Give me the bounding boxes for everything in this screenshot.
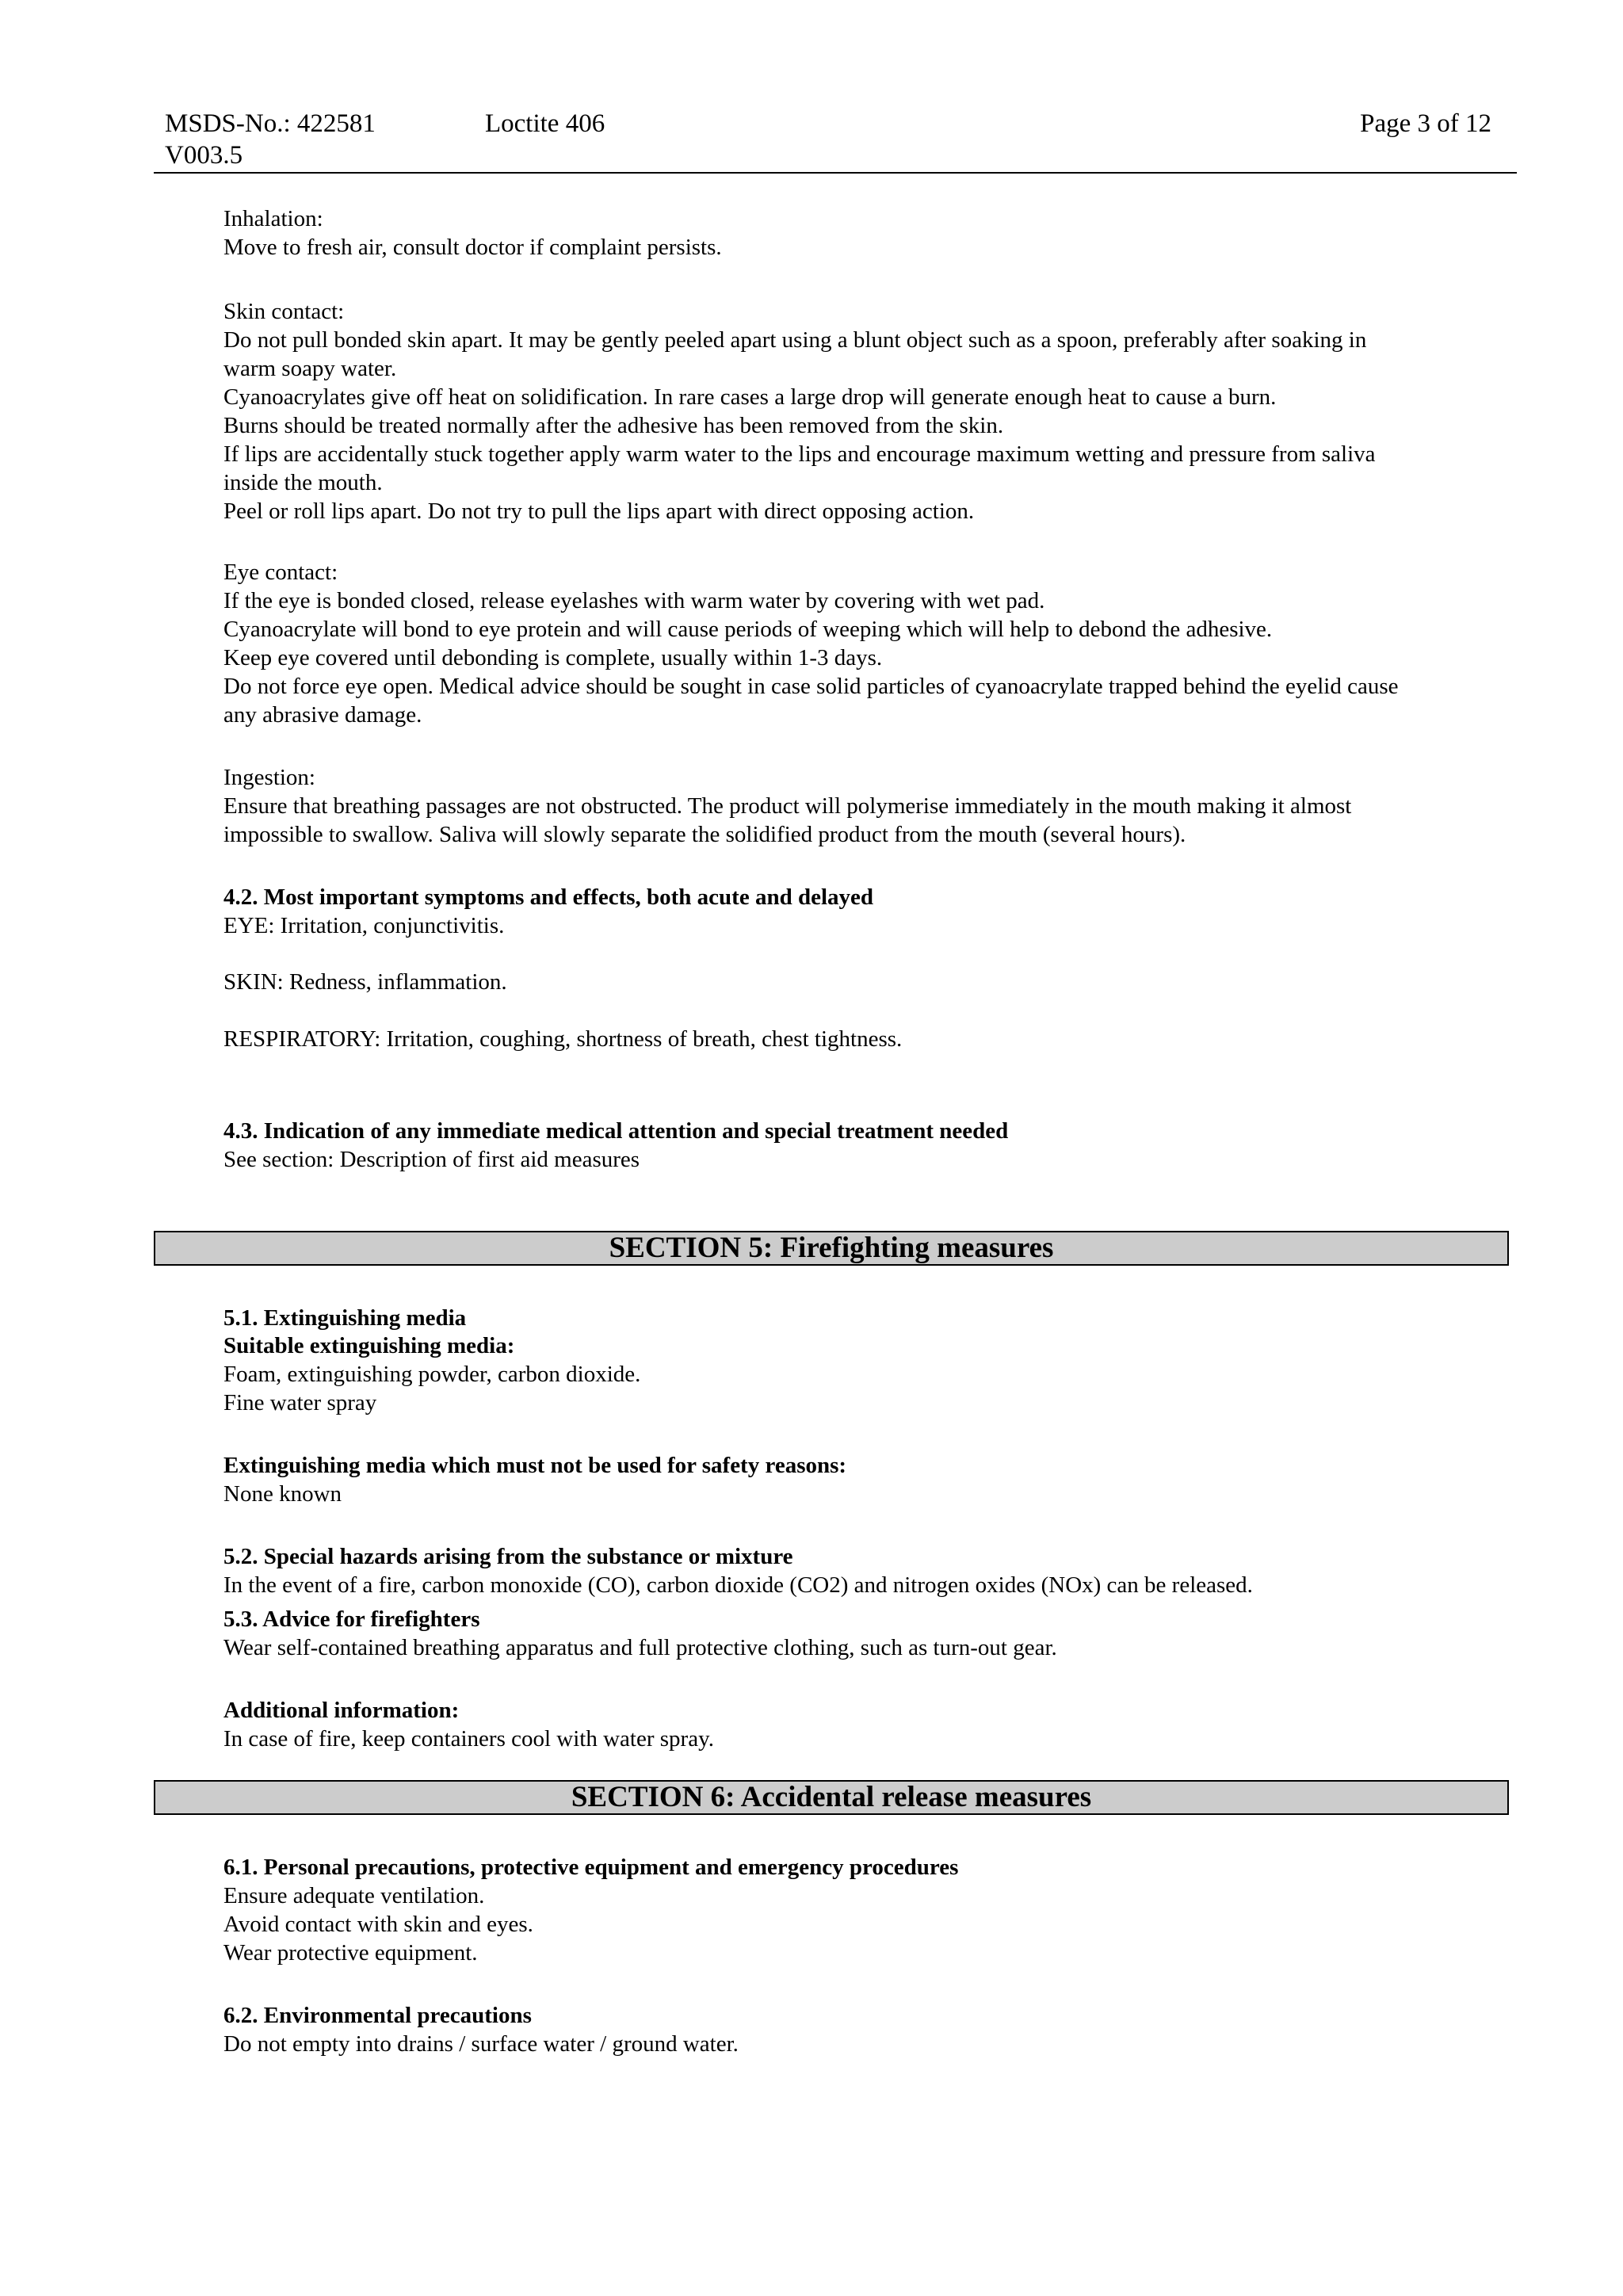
symptom-skin: SKIN: Redness, inflammation.	[223, 969, 507, 995]
additional-info-heading: Additional information:	[223, 1698, 460, 1723]
skin-contact-heading: Skin contact:	[223, 299, 345, 324]
section-6-header: SECTION 6: Accidental release measures	[154, 1780, 1509, 1815]
section-5-3-text: Wear self-contained breathing apparatus and full protective clothing, such as turn-out gear.	[223, 1635, 1057, 1660]
skin-contact-line: Cyanoacrylates give off heat on solidification. In rare cases a large drop will generate enough heat to cause a burn.	[223, 384, 1277, 410]
ingestion-heading: Ingestion:	[223, 765, 315, 790]
section-5-2-text: In the event of a fire, carbon monoxide (CO), carbon dioxide (CO2) and nitrogen oxides (NOx) can be released.	[223, 1572, 1253, 1598]
skin-contact-line: Do not pull bonded skin apart. It may be gently peeled apart using a blunt object such as a spoon, preferably after soaking in	[223, 327, 1367, 353]
ingestion-line: impossible to swallow. Saliva will slowly separate the solidified product from the mouth (several hours).	[223, 822, 1186, 847]
suitable-media-heading: Suitable extinguishing media:	[223, 1333, 515, 1358]
eye-contact-line: If the eye is bonded closed, release eyelashes with warm water by covering with wet pad.	[223, 588, 1045, 613]
header-rule	[154, 172, 1517, 174]
section-6-1-line: Ensure adequate ventilation.	[223, 1883, 485, 1908]
section-4-2-heading: 4.2. Most important symptoms and effects, both acute and delayed	[223, 884, 874, 910]
unsuitable-media-text: None known	[223, 1481, 342, 1507]
symptom-eye: EYE: Irritation, conjunctivitis.	[223, 913, 505, 938]
section-5-header: SECTION 5: Firefighting measures	[154, 1231, 1509, 1266]
eye-contact-line: Do not force eye open. Medical advice should be sought in case solid particles of cyanoacrylate trapped behind the eyelid cause	[223, 674, 1399, 699]
suitable-media-line: Fine water spray	[223, 1390, 377, 1415]
section-6-1-heading: 6.1. Personal precautions, protective equipment and emergency procedures	[223, 1855, 959, 1880]
section-5-2-heading: 5.2. Special hazards arising from the substance or mixture	[223, 1544, 793, 1569]
section-4-3-text: See section: Description of first aid measures	[223, 1147, 640, 1172]
product-name: Loctite 406	[485, 109, 605, 138]
skin-contact-line: Peel or roll lips apart. Do not try to pull the lips apart with direct opposing action.	[223, 499, 975, 524]
section-5-3-heading: 5.3. Advice for firefighters	[223, 1606, 480, 1632]
msds-number: MSDS-No.: 422581	[165, 109, 376, 138]
eye-contact-heading: Eye contact:	[223, 560, 338, 585]
symptom-respiratory: RESPIRATORY: Irritation, coughing, shortness of breath, chest tightness.	[223, 1026, 903, 1052]
skin-contact-line: If lips are accidentally stuck together apply warm water to the lips and encourage maximum wetting and pressure from saliva	[223, 441, 1376, 467]
inhalation-line: Move to fresh air, consult doctor if complaint persists.	[223, 235, 722, 260]
section-4-3-heading: 4.3. Indication of any immediate medical attention and special treatment needed	[223, 1118, 1009, 1144]
skin-contact-line: inside the mouth.	[223, 470, 383, 495]
suitable-media-line: Foam, extinguishing powder, carbon dioxide.	[223, 1362, 641, 1387]
skin-contact-line: warm soapy water.	[223, 356, 397, 381]
section-6-1-line: Wear protective equipment.	[223, 1940, 478, 1966]
skin-contact-line: Burns should be treated normally after the adhesive has been removed from the skin.	[223, 413, 1004, 438]
section-5-1-heading: 5.1. Extinguishing media	[223, 1305, 467, 1331]
ingestion-line: Ensure that breathing passages are not obstructed. The product will polymerise immediately in the mouth making it almost	[223, 793, 1352, 819]
eye-contact-line: any abrasive damage.	[223, 702, 422, 728]
version-number: V003.5	[165, 141, 243, 170]
section-6-1-line: Avoid contact with skin and eyes.	[223, 1912, 533, 1937]
page-number: Page 3 of 12	[1360, 109, 1491, 138]
unsuitable-media-heading: Extinguishing media which must not be used for safety reasons:	[223, 1453, 847, 1478]
section-6-2-text: Do not empty into drains / surface water / ground water.	[223, 2031, 739, 2057]
eye-contact-line: Cyanoacrylate will bond to eye protein and will cause periods of weeping which will help to debond the adhesive.	[223, 617, 1273, 642]
additional-info-text: In case of fire, keep containers cool with water spray.	[223, 1726, 714, 1752]
eye-contact-line: Keep eye covered until debonding is complete, usually within 1-3 days.	[223, 645, 883, 670]
inhalation-heading: Inhalation:	[223, 206, 323, 231]
section-6-2-heading: 6.2. Environmental precautions	[223, 2003, 532, 2028]
